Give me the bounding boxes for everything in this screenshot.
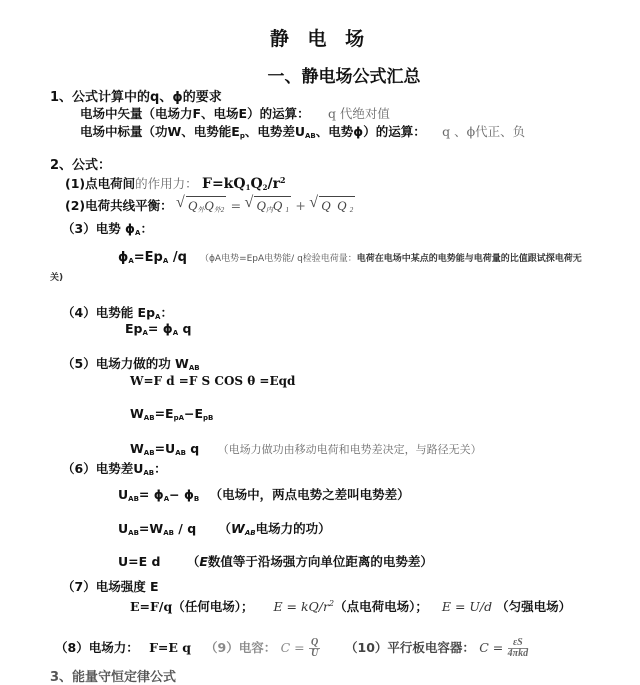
formula-label: (1)点电荷间 [65, 176, 136, 191]
subscript: 外 [197, 206, 205, 214]
subscript: AB [143, 414, 155, 422]
formula-part: Ep [125, 321, 143, 336]
formula-part: Q [250, 176, 263, 192]
subscript: 外2 [213, 206, 225, 214]
note-part: E [199, 554, 208, 569]
formula-part: /r [267, 176, 281, 192]
note-part: （ [186, 554, 200, 569]
part3-heading: 3、能量守恒定律公式 [50, 670, 177, 685]
formula-part: E = kQ/r [273, 599, 329, 614]
work-formula-1: W=F d =F S COS θ =Eqd [130, 374, 296, 388]
denominator: 4πkd [507, 648, 529, 659]
formula-label: （6）电势差U [62, 461, 144, 476]
formula-part: Q [187, 198, 198, 213]
parallel-plate-lhs: C = [479, 640, 504, 655]
subscript: 内 [265, 206, 273, 214]
formula-part: = ϕ [138, 487, 164, 502]
subscript: AB [143, 469, 155, 477]
potential-note-gray: （ϕA电势=EpA电势能/ q检验电荷量： [199, 254, 357, 264]
subscript: A [163, 495, 170, 503]
formula-part: W [130, 406, 144, 421]
scalar-rule-label-pre: 电场中标量（功W、电势能E [80, 124, 240, 139]
subscript: AB [143, 449, 155, 457]
potential-diff-formula-3 [118, 552, 433, 570]
field-formula-uniform: E = U/d [441, 599, 493, 614]
formula-part: U [118, 521, 129, 536]
subscript: A [172, 329, 179, 337]
subscript: AB [128, 495, 139, 503]
note-part: 数值等于沿场强方向单位距离的电势差） [207, 554, 433, 569]
formula-part: = ϕ [147, 321, 173, 336]
part1-heading: 1、公式计算中的q、ϕ的要求 [50, 90, 222, 105]
formula-coulomb [65, 174, 286, 192]
formula-label: （3）电势 ϕ [62, 221, 136, 236]
subscript: 2 [349, 206, 354, 214]
numerator: Q [310, 637, 319, 648]
coulomb-formula [202, 176, 286, 192]
formula-part: − ϕ [169, 487, 194, 502]
colon: ： [140, 221, 153, 236]
denominator: U [310, 648, 319, 659]
part2-heading: 2、公式： [50, 158, 112, 173]
subscript: AB [175, 449, 186, 457]
subscript: pA [173, 414, 185, 422]
superscript: 2 [329, 599, 335, 608]
formula-part: q [178, 321, 192, 336]
subscript: AB [244, 529, 256, 537]
plus-sign: + [295, 198, 306, 213]
capacitance-line [205, 638, 320, 659]
subscript: AB [128, 529, 139, 537]
subscript: A [155, 313, 161, 321]
formula-part: −E [184, 406, 204, 421]
formula-part: / q [173, 521, 197, 536]
field-formula-point [273, 599, 334, 614]
formula-label: （8）电场力： [55, 640, 139, 655]
sqrt-term-2 [245, 196, 291, 215]
subscript: pB [203, 414, 214, 422]
section-title: 一、静电场公式汇总 [267, 67, 421, 87]
vector-rule-label: 电场中矢量（电场力F、电场E）的运算： [80, 106, 310, 121]
formula-part: Q [256, 198, 266, 213]
potential-diff-note-1: （电场中，两点电势之差叫电势差） [209, 487, 410, 502]
formula-part: =Ep [133, 250, 163, 265]
formula-label: (2)电荷共线平衡： [65, 198, 173, 213]
energy-formula [125, 321, 191, 337]
formula-part: q [185, 441, 200, 456]
subscript: AB [188, 364, 200, 372]
energy-heading [62, 303, 173, 321]
colon: ： [154, 461, 167, 476]
scalar-rule-value: q 、ϕ代正、负 [442, 124, 526, 139]
formula-part: U [118, 487, 129, 502]
potential-diff-heading [62, 459, 167, 477]
field-note-uniform: （匀强电场） [496, 599, 572, 614]
subscript: 1 [245, 183, 251, 192]
subscript: B [193, 495, 200, 503]
formula-part: =E [154, 406, 174, 421]
formula-label: （4）电势能 Ep [62, 305, 156, 320]
potential-note-wrap: 关) [50, 273, 64, 283]
subscript: 2 [262, 183, 268, 192]
electric-force-formula: F=E q [149, 640, 192, 655]
capacitance-lhs: C = [280, 640, 305, 655]
note-part: W [231, 521, 245, 536]
electric-force-line [55, 638, 191, 656]
field-strength-formulas [130, 597, 571, 615]
equals-sign: = [230, 198, 242, 213]
subscript: A [142, 329, 148, 337]
subscript: A [128, 257, 134, 265]
field-note-point: （点电荷电场）； [334, 599, 428, 614]
potential-formula [118, 250, 187, 265]
formula-part: /q [168, 250, 187, 265]
parallel-plate-line [345, 638, 528, 659]
numerator: εS [508, 638, 528, 649]
potential-formula-line [118, 246, 582, 265]
field-strength-heading: （7）电场强度 E [62, 579, 159, 594]
vector-rule-line [80, 104, 390, 122]
potential-note-bold: 电荷在电场中某点的电势能与电荷量的比值跟试探电荷无 [356, 254, 582, 264]
scalar-rule-line [80, 122, 525, 140]
scalar-rule-label-post: 、电势ϕ）的运算： [315, 124, 426, 139]
subscript: A [135, 229, 141, 237]
formula-part: U=E d [118, 554, 161, 569]
subscript: AB [163, 529, 174, 537]
vector-rule-value: q 代绝对值 [327, 106, 390, 121]
formula-label: （10）平行板电容器： [345, 640, 475, 655]
formula-part: =U [154, 441, 176, 456]
formula-collinear-balance [65, 196, 355, 215]
potential-diff-formula-2 [118, 519, 331, 537]
subscript: AB [305, 132, 316, 140]
sqrt-term-1 [177, 196, 226, 215]
scalar-rule-label-mid: 、电势差U [244, 124, 305, 139]
formula-part: =W [138, 521, 164, 536]
colon: ： [160, 305, 173, 320]
potential-diff-formula-1 [118, 485, 410, 503]
work-formula-2 [130, 406, 213, 422]
formula-part: Q [272, 198, 283, 213]
formula-part: Q [321, 198, 331, 213]
potential-diff-note-2 [219, 521, 331, 536]
work-heading [62, 354, 200, 372]
potential-diff-note-3 [187, 554, 433, 569]
sqrt-term-3 [310, 196, 355, 214]
subscript: 1 [285, 206, 289, 214]
superscript: 2 [280, 175, 286, 185]
field-note-any: （任何电场）； [172, 599, 254, 614]
capacitance-fraction [309, 638, 320, 659]
parallel-plate-fraction [508, 638, 528, 659]
formula-part: Q [204, 198, 214, 213]
formula-part: ϕ [118, 250, 129, 265]
document-title: 静 电 场 [269, 28, 371, 50]
note-part: 电场力的功） [255, 521, 331, 536]
formula-part: F=kQ [202, 176, 246, 192]
work-formula-3 [130, 441, 482, 457]
formula-part: Q [337, 198, 347, 213]
work-note: （电场力做功由移动电荷和电势差决定，与路径无关） [217, 443, 482, 456]
potential-heading [62, 219, 153, 237]
formula-label: （9）电容： [205, 640, 277, 655]
note-part: （ [218, 521, 232, 536]
formula-part: W [130, 441, 144, 456]
formula-label: （5）电场力做的功 W [62, 356, 189, 371]
field-formula-any: E=F/q [130, 599, 173, 614]
subscript: A [162, 257, 169, 265]
subscript: p [239, 132, 245, 140]
formula-label-gray: 的作用力： [135, 176, 198, 191]
